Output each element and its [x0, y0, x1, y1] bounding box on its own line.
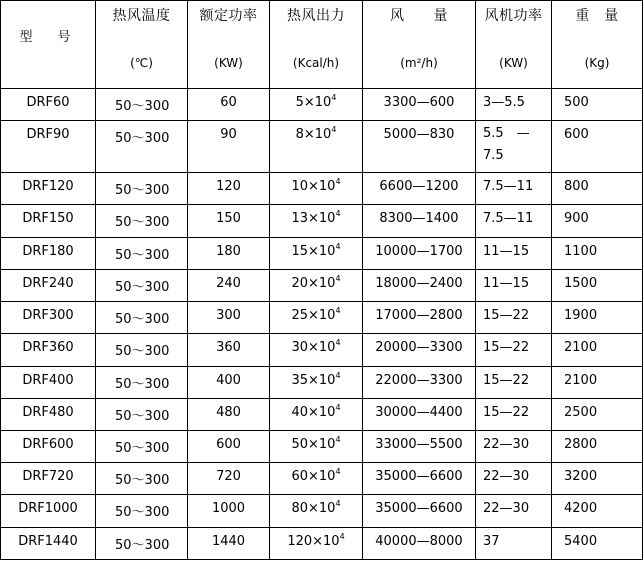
header-fan-power — [476, 1, 552, 89]
model-value: DRF480 — [22, 404, 74, 420]
heat-output-cell — [270, 463, 363, 495]
fan-power-value: 22—30 — [483, 469, 530, 485]
model-value-cell — [1, 173, 96, 205]
temperature-value: 50～300 — [115, 505, 170, 521]
rated-power-value: 60 — [220, 95, 237, 110]
airflow-value: 6600—1200 — [379, 179, 459, 195]
fan-power-value: 22—30 — [483, 436, 530, 452]
header-title: 热风温度 — [112, 8, 171, 24]
weight-value-cell — [552, 527, 643, 559]
heat-output-exponent: 4 — [335, 306, 341, 316]
temperature-value-cell — [96, 121, 188, 173]
heat-output-cell — [270, 366, 363, 398]
temperature-value: 50～300 — [115, 473, 170, 489]
heat-output-cell — [270, 527, 363, 559]
heat-output-value: 40×10 — [291, 404, 336, 420]
fan-power-value: 7.5—11 — [483, 179, 534, 195]
heat-output-exponent: 4 — [335, 241, 341, 251]
weight-value-cell — [552, 237, 643, 269]
weight-value-cell — [552, 302, 643, 334]
heat-output-value: 60×10 — [291, 469, 336, 485]
model-value-cell — [1, 495, 96, 527]
heat-output-value: 13×10 — [291, 211, 336, 227]
airflow-value: 20000—3300 — [375, 340, 463, 356]
temperature-value-cell — [96, 430, 188, 462]
fan-power-value: 5.5 — 7.5 — [483, 126, 530, 164]
rated-power-value: 90 — [220, 127, 237, 143]
model-value-cell — [1, 334, 96, 366]
heat-output — [270, 89, 362, 110]
fan-power-value-cell — [476, 237, 552, 269]
fan-power-value: 11—15 — [483, 243, 530, 259]
airflow-value: 30000—4400 — [375, 404, 463, 420]
table-row — [1, 366, 643, 398]
airflow-value-cell — [363, 121, 476, 173]
header-unit: (℃) — [130, 56, 153, 70]
airflow-value-cell — [363, 527, 476, 559]
rated-power-value: 240 — [216, 275, 241, 291]
table-row — [1, 89, 643, 121]
airflow-value-cell — [363, 237, 476, 269]
airflow-value: 40000—8000 — [375, 533, 463, 549]
header-weight — [552, 1, 643, 89]
temperature-value-cell — [96, 495, 188, 527]
fan-power-value: 3—5.5 — [483, 95, 525, 110]
weight-value: 2100 — [564, 340, 598, 356]
model-value-cell — [1, 121, 96, 173]
rated-power-value: 150 — [216, 211, 241, 227]
temperature-value-cell — [96, 463, 188, 495]
heat-output-exponent: 4 — [335, 499, 341, 509]
heat-output-value: 5×10 — [295, 95, 332, 110]
airflow-value: 35000—6600 — [375, 501, 463, 517]
header-temp — [96, 1, 188, 89]
airflow-value-cell — [363, 269, 476, 301]
airflow-value-cell — [363, 302, 476, 334]
fan-power-value: 15—22 — [483, 340, 530, 356]
heat-output-value: 8×10 — [295, 127, 332, 143]
airflow-value-cell — [363, 205, 476, 237]
airflow-value-cell — [363, 463, 476, 495]
model-value: DRF90 — [26, 127, 70, 143]
rated-power-value-cell — [188, 89, 270, 121]
fan-power-value-cell — [476, 527, 552, 559]
fan-power-value-cell — [476, 205, 552, 237]
airflow-value: 10000—1700 — [375, 243, 463, 259]
heat-output-cell — [270, 334, 363, 366]
model-value: DRF600 — [22, 436, 74, 452]
header-unit: (Kg) — [584, 56, 610, 70]
airflow-value: 17000—2800 — [375, 308, 463, 324]
rated-power-value-cell — [188, 463, 270, 495]
heat-output-exponent: 4 — [335, 177, 341, 187]
temperature-value: 50～300 — [115, 312, 170, 328]
temperature-value-cell — [96, 398, 188, 430]
heat-output-exponent: 4 — [339, 531, 345, 541]
model-value-cell — [1, 463, 96, 495]
header-title: 重 量 — [575, 8, 619, 24]
header-unit: (m²/h) — [400, 56, 438, 70]
weight-value-cell — [552, 89, 643, 121]
rated-power-value-cell — [188, 398, 270, 430]
heat-output-value: 80×10 — [291, 501, 336, 517]
fan-power-value-cell — [476, 463, 552, 495]
temperature-value: 50～300 — [115, 131, 170, 147]
weight-value-cell — [552, 121, 643, 173]
fan-power-value: 7.5—11 — [483, 211, 534, 227]
weight-value: 5400 — [564, 533, 598, 549]
rated-power-value: 1440 — [211, 533, 246, 549]
model-value-cell — [1, 89, 96, 121]
weight-value: 2100 — [564, 372, 598, 388]
fan-power-value-cell — [476, 121, 552, 173]
model-value: DRF240 — [22, 275, 74, 291]
temperature-value: 50～300 — [115, 99, 170, 114]
heat-output — [270, 495, 362, 516]
temperature-value: 50～300 — [115, 183, 170, 199]
model-value: DRF150 — [22, 211, 74, 227]
model-value-cell — [1, 527, 96, 559]
weight-value: 800 — [564, 179, 589, 195]
fan-power-value-cell — [476, 430, 552, 462]
heat-output-cell — [270, 173, 363, 205]
rated-power-value-cell — [188, 173, 270, 205]
rated-power-value-cell — [188, 366, 270, 398]
heat-output-value: 30×10 — [291, 340, 336, 356]
table-row — [1, 121, 643, 173]
airflow-value-cell — [363, 366, 476, 398]
table-row — [1, 334, 643, 366]
heat-output-cell — [270, 398, 363, 430]
fan-power-value: 15—22 — [483, 308, 530, 324]
rated-power-value-cell — [188, 205, 270, 237]
weight-value: 1100 — [564, 243, 598, 259]
airflow-value: 18000—2400 — [375, 275, 463, 291]
heat-output-value: 120×10 — [287, 533, 340, 549]
model-value: DRF180 — [22, 243, 74, 259]
heat-output-exponent: 4 — [335, 434, 341, 444]
weight-value-cell — [552, 334, 643, 366]
model-value-cell — [1, 430, 96, 462]
heat-output-exponent: 4 — [335, 209, 341, 219]
rated-power-value: 480 — [216, 404, 241, 420]
heat-output-value: 50×10 — [291, 436, 336, 452]
weight-value-cell — [552, 398, 643, 430]
heat-output-value: 35×10 — [291, 372, 336, 388]
airflow-value: 8300—1400 — [379, 211, 459, 227]
temperature-value: 50～300 — [115, 279, 170, 295]
model-value: DRF1440 — [18, 533, 78, 549]
weight-value: 600 — [564, 127, 589, 143]
heat-output-cell — [270, 430, 363, 462]
rated-power-value-cell — [188, 237, 270, 269]
header-model — [1, 1, 96, 89]
heat-output-exponent: 4 — [331, 93, 337, 102]
weight-value: 4200 — [564, 501, 598, 517]
temperature-value: 50～300 — [115, 215, 170, 231]
airflow-value: 22000—3300 — [375, 372, 463, 388]
rated-power-value-cell — [188, 495, 270, 527]
heat-output-cell — [270, 269, 363, 301]
model-value-cell — [1, 366, 96, 398]
model-value-cell — [1, 237, 96, 269]
fan-power-value-cell — [476, 173, 552, 205]
header-power — [188, 1, 270, 89]
airflow-value: 5000—830 — [383, 127, 455, 143]
heat-output-exponent: 4 — [335, 402, 341, 412]
heat-output-exponent: 4 — [335, 338, 341, 348]
heat-output — [270, 238, 362, 259]
airflow-value-cell — [363, 89, 476, 121]
table-row — [1, 527, 643, 559]
rated-power-value-cell — [188, 121, 270, 173]
fan-power-value: 11—15 — [483, 275, 530, 291]
heat-output-cell — [270, 89, 363, 121]
header-unit: (KW) — [499, 56, 528, 70]
table-row — [1, 205, 643, 237]
temperature-value-cell — [96, 302, 188, 334]
heat-output-cell — [270, 121, 363, 173]
model-value: DRF360 — [22, 340, 74, 356]
rated-power-value-cell — [188, 302, 270, 334]
table-row — [1, 430, 643, 462]
weight-value: 900 — [564, 211, 589, 227]
table-row — [1, 269, 643, 301]
heat-output — [270, 463, 362, 484]
heat-output — [270, 431, 362, 452]
heat-output-exponent: 4 — [335, 467, 341, 477]
fan-power-value-cell — [476, 89, 552, 121]
temperature-value: 50～300 — [115, 344, 170, 360]
rated-power-value: 300 — [216, 308, 241, 324]
weight-value-cell — [552, 463, 643, 495]
temperature-value-cell — [96, 527, 188, 559]
model-value-cell — [1, 302, 96, 334]
heat-output-value: 20×10 — [291, 275, 336, 291]
heat-output — [270, 528, 362, 549]
header-title: 额定功率 — [199, 8, 258, 24]
rated-power-value-cell — [188, 430, 270, 462]
weight-value-cell — [552, 366, 643, 398]
table-row — [1, 237, 643, 269]
weight-value: 3200 — [564, 469, 598, 485]
fan-power-value-cell — [476, 269, 552, 301]
model-value: DRF60 — [26, 95, 70, 110]
temperature-value: 50～300 — [115, 376, 170, 392]
temperature-value-cell — [96, 173, 188, 205]
fan-power-value-cell — [476, 398, 552, 430]
weight-value-cell — [552, 430, 643, 462]
rated-power-value: 600 — [216, 436, 241, 452]
weight-value: 1500 — [564, 275, 598, 291]
header-title: 风机功率 — [484, 8, 543, 24]
heat-output — [270, 270, 362, 291]
heat-output — [270, 121, 362, 142]
airflow-value-cell — [363, 334, 476, 366]
table-row — [1, 398, 643, 430]
fan-power-value: 37 — [483, 533, 500, 549]
header-unit: (KW) — [214, 56, 243, 70]
weight-value-cell — [552, 495, 643, 527]
weight-value: 2500 — [564, 404, 598, 420]
fan-power-value-cell — [476, 334, 552, 366]
table-row — [1, 463, 643, 495]
heat-output — [270, 173, 362, 194]
heat-output-cell — [270, 205, 363, 237]
heat-output-value: 15×10 — [291, 243, 336, 259]
header-heat-output — [270, 1, 363, 89]
weight-value: 1900 — [564, 308, 598, 324]
airflow-value-cell — [363, 173, 476, 205]
header-title: 热风出力 — [287, 8, 345, 24]
rated-power-value: 180 — [216, 243, 241, 259]
table-row — [1, 302, 643, 334]
temperature-value-cell — [96, 89, 188, 121]
fan-power-value: 15—22 — [483, 404, 530, 420]
header-airflow — [363, 1, 476, 89]
rated-power-value-cell — [188, 334, 270, 366]
model-value-cell — [1, 398, 96, 430]
weight-value: 2800 — [564, 436, 598, 452]
model-value-cell — [1, 205, 96, 237]
rated-power-value: 360 — [216, 340, 241, 356]
temperature-value-cell — [96, 334, 188, 366]
heat-output — [270, 367, 362, 388]
airflow-value-cell — [363, 430, 476, 462]
heat-output — [270, 302, 362, 323]
model-value: DRF300 — [22, 308, 74, 324]
heat-output — [270, 399, 362, 420]
airflow-value-cell — [363, 398, 476, 430]
temperature-value-cell — [96, 366, 188, 398]
heat-output-cell — [270, 302, 363, 334]
model-value-cell — [1, 269, 96, 301]
rated-power-value: 120 — [216, 179, 241, 195]
fan-power-value-cell — [476, 302, 552, 334]
airflow-value: 35000—6600 — [375, 469, 463, 485]
table-row — [1, 495, 643, 527]
heat-output-value: 10×10 — [291, 179, 336, 195]
spec-table-body — [1, 89, 643, 560]
model-value: DRF720 — [22, 469, 74, 485]
model-value: DRF1000 — [18, 501, 78, 517]
weight-value: 500 — [564, 95, 589, 110]
heat-output-exponent: 4 — [335, 273, 341, 283]
heat-output-value: 25×10 — [291, 308, 336, 324]
rated-power-value-cell — [188, 269, 270, 301]
heat-output-cell — [270, 237, 363, 269]
airflow-value-cell — [363, 495, 476, 527]
weight-value-cell — [552, 269, 643, 301]
heat-output-exponent: 4 — [331, 125, 337, 135]
rated-power-value: 720 — [216, 469, 241, 485]
rated-power-value-cell — [188, 527, 270, 559]
rated-power-value: 1000 — [211, 501, 246, 517]
fan-power-value-cell — [476, 366, 552, 398]
airflow-value: 3300—600 — [383, 95, 455, 110]
heat-output-cell — [270, 495, 363, 527]
model-value: DRF120 — [22, 179, 74, 195]
rated-power-value: 400 — [216, 372, 241, 388]
heat-output-exponent: 4 — [335, 370, 341, 380]
airflow-value: 33000—5500 — [375, 436, 463, 452]
heat-output — [270, 205, 362, 226]
temperature-value: 50～300 — [115, 440, 170, 456]
model-value: DRF400 — [22, 372, 74, 388]
header-row — [1, 1, 643, 89]
fan-power-value: 22—30 — [483, 501, 530, 517]
fan-power-value: 15—22 — [483, 372, 530, 388]
temperature-value-cell — [96, 205, 188, 237]
fan-power-value-cell — [476, 495, 552, 527]
weight-value-cell — [552, 173, 643, 205]
temperature-value: 50～300 — [115, 408, 170, 424]
heat-output — [270, 334, 362, 355]
table-row — [1, 173, 643, 205]
header-unit: (Kcal/h) — [292, 56, 340, 70]
temperature-value: 50～300 — [115, 247, 170, 263]
temperature-value-cell — [96, 237, 188, 269]
temperature-value-cell — [96, 269, 188, 301]
weight-value-cell — [552, 205, 643, 237]
temperature-value: 50～300 — [115, 537, 170, 553]
header-title: 风 量 — [390, 8, 448, 24]
header-model-label: 型 号 — [19, 30, 77, 45]
